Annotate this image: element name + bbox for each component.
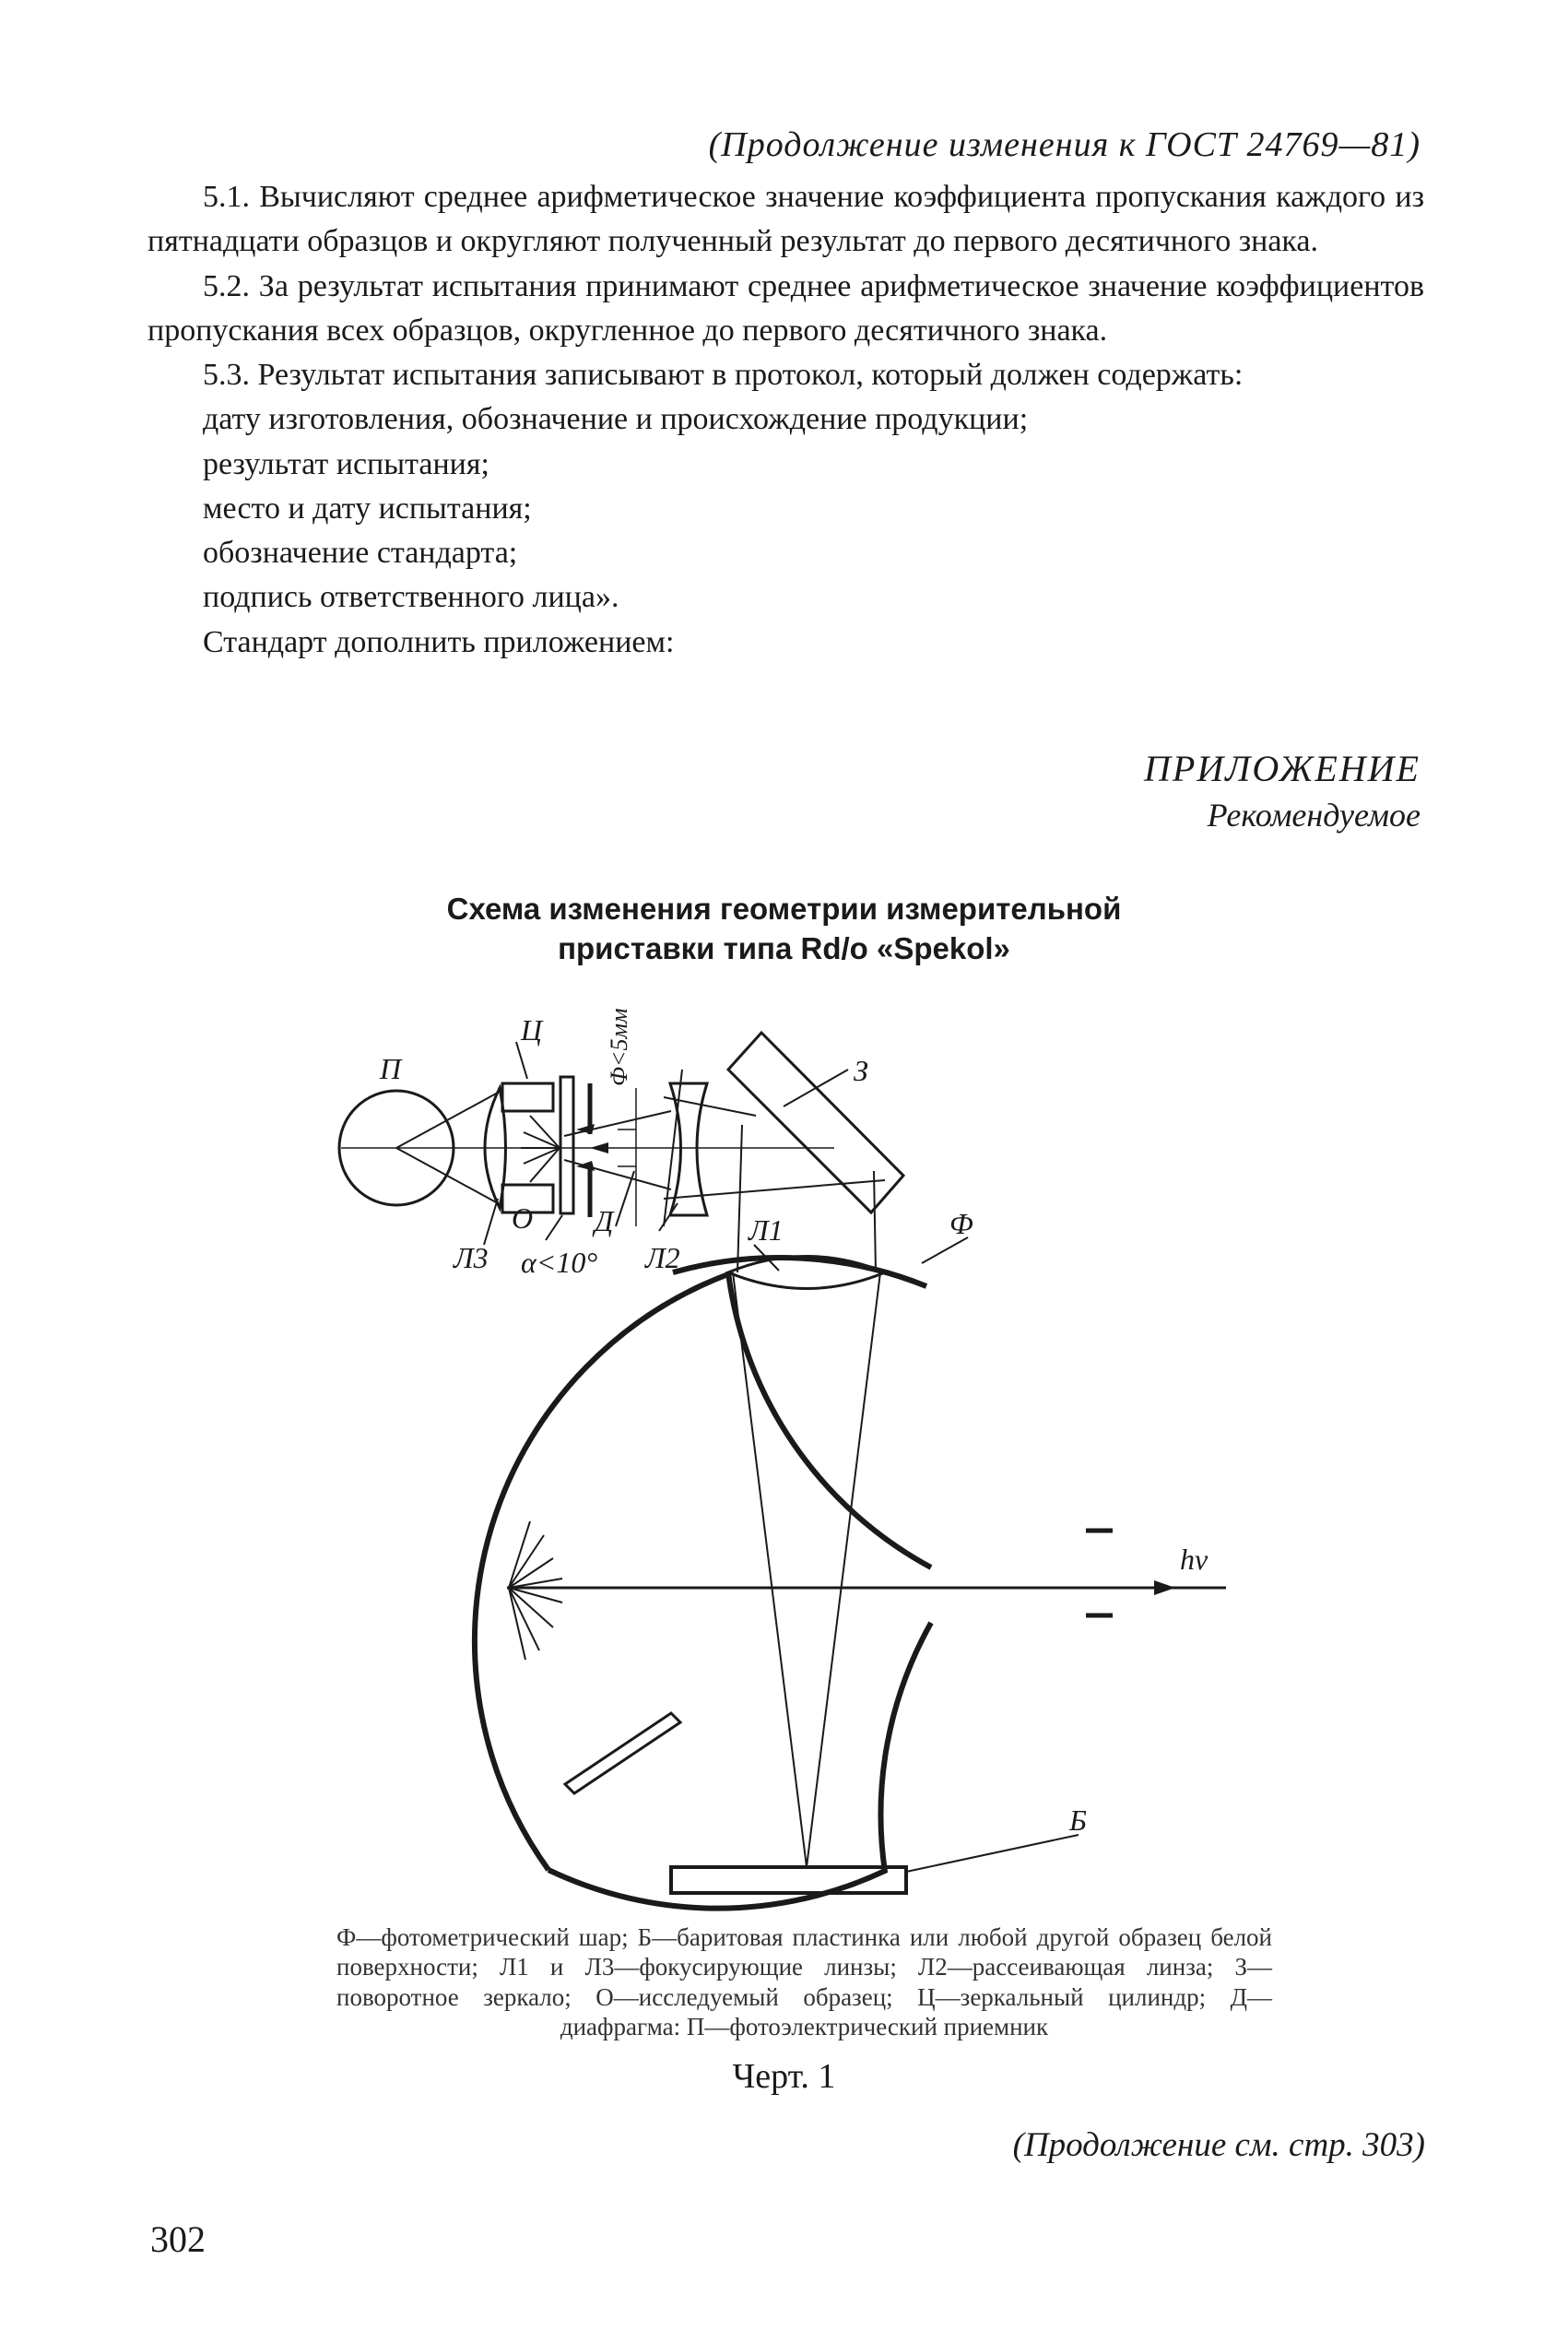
list-item: обозначение стандарта;: [203, 536, 518, 571]
paragraph-5-2: 5.2. За результат испытания принимают среднее арифметическое значение коэффициентов пропускания всех образцов, округленное до первого десятичного знака.: [147, 268, 1424, 348]
baffle: [565, 1713, 680, 1793]
figure-caption: Ф—фотометрический шар; Б—баритовая пластинка или любой другой образец белой поверхности; Л1 и Л3—фокусирующие линзы; Л2—рассеивающая линза; З—поворотное зеркало; О—исследуемый образец; Ц—зеркальный цилиндр; Д—диафрагма: П—фотоэлектрический приемник: [336, 1923, 1272, 2041]
figure-title-line-2: приставки типа Rd/o «Spekol»: [558, 930, 1010, 965]
mirror-cylinder: [502, 1083, 553, 1111]
page-number: 302: [150, 2218, 206, 2260]
continuation-note: (Продолжение см. стр. 303): [1012, 2126, 1425, 2164]
sphere-arc: [647, 1272, 885, 1872]
label-o: О: [512, 1201, 534, 1235]
paragraph-5-1: 5.1. Вычисляют среднее арифметическое значение коэффициента пропускания каждого из пятнадцати образцов и округляют полученный результат до первого десятичного знака.: [147, 180, 1424, 259]
sphere-arc: [538, 1272, 682, 1872]
label-l2: Л2: [645, 1241, 680, 1274]
scattered-rays: [509, 1521, 562, 1660]
page-header: (Продолжение изменения к ГОСТ 24769—81): [708, 125, 1421, 164]
sample-o: [560, 1077, 573, 1213]
label-l3: Л3: [454, 1241, 489, 1274]
paragraph-addition: Стандарт дополнить приложением:: [203, 624, 675, 659]
label-l1: Л1: [749, 1213, 784, 1247]
annex-subtitle: Рекомендуемое: [1207, 797, 1421, 834]
sphere-outline: [548, 1870, 887, 1909]
list-item: дату изготовления, обозначение и происхождение продукции;: [203, 402, 1029, 437]
annex-title: ПРИЛОЖЕНИЕ: [1144, 748, 1421, 789]
list-item: подпись ответственного лица».: [203, 580, 619, 615]
label-alpha: α<10°: [521, 1246, 598, 1279]
label-z: З: [854, 1054, 868, 1087]
sphere-outline: [475, 1274, 728, 1870]
list-item: место и дату испытания;: [203, 491, 532, 526]
paragraph-5-3: 5.3. Результат испытания записывают в протокол, который должен содержать:: [203, 358, 1244, 393]
sphere-arc: [728, 1272, 931, 1567]
sphere-arc: [880, 1623, 931, 1872]
label-b: Б: [1069, 1804, 1087, 1837]
label-phi-5mm: Ф<5мм: [606, 1008, 632, 1086]
label-f: Ф: [949, 1207, 973, 1240]
figure-title-line-1: Схема изменения геометрии измерительной: [446, 892, 1122, 926]
label-p: П: [380, 1052, 402, 1085]
label-hv: hν: [1180, 1543, 1208, 1576]
figure-number: Черт. 1: [732, 2057, 836, 2096]
label-d: Д: [595, 1204, 614, 1237]
lens-l2: [670, 1083, 707, 1215]
flash-rays: [521, 1116, 560, 1182]
list-item: результат испытания;: [203, 446, 489, 481]
label-c: Ц: [521, 1013, 543, 1047]
